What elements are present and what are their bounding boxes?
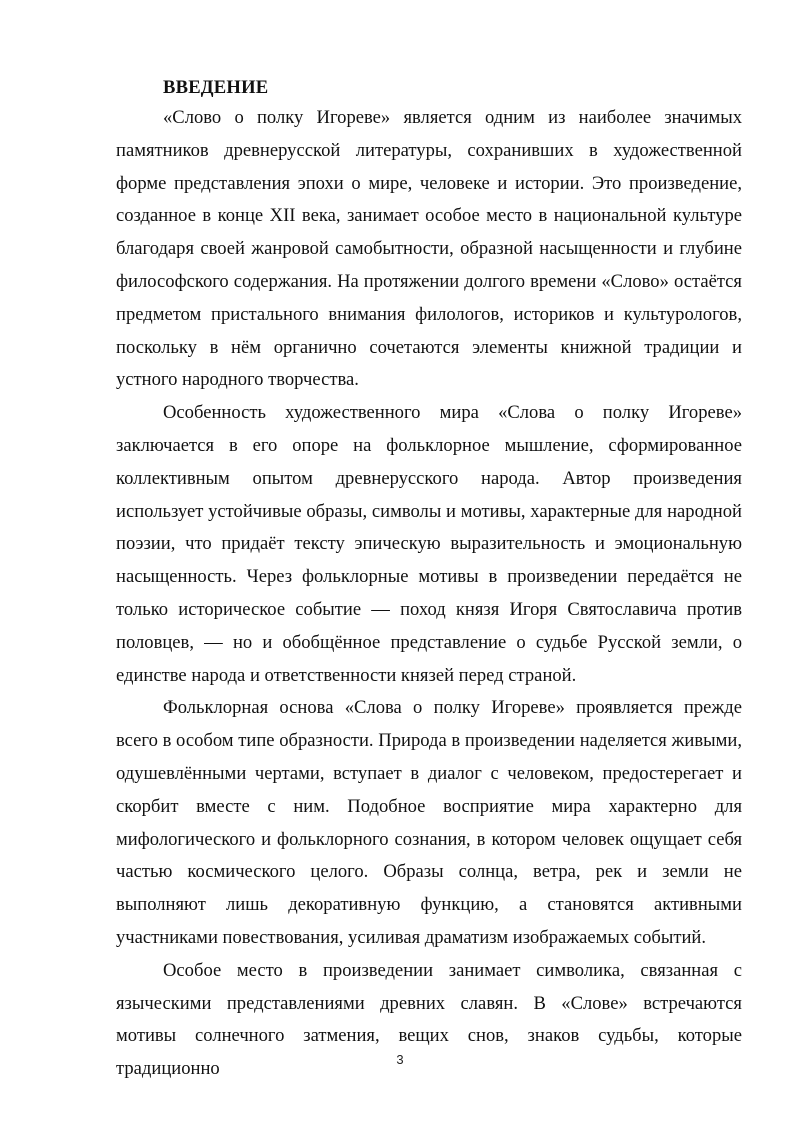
paragraph-3: Фольклорная основа «Слова о полку Игореве» проявляется прежде всего в особом типе образности. Природа в произведении наделяется живыми, одушевлёнными чертами, вступает в диалог с человеком, предостерегает и скорбит вместе с ним. Подобное восприятие мира характерно для мифологического и фольклорного сознания, в котором человек ощущает себя частью космического целого. Образы солнца, ветра, рек и земли не выполняют лишь декоративную функцию, а становятся активными участниками повествования, усиливая драматизм изображаемых событий. [116,697,742,948]
paragraph-2: Особенность художественного мира «Слова о полку Игореве» заключается в его опоре на фольклорное мышление, сформированное коллективным опытом древнерусского народа. Автор произведения использует устойчивые образы, символы и мотивы, характерные для народной поэзии, что придаёт тексту эпическую выразительность и эмоциональную насыщенность. Через фольклорные мотивы в произведении передаётся не только историческое событие — поход князя Игоря Святославича против половцев, — но и обобщённое представление о судьбе Русской земли, о единстве народа и ответственности князей перед страной. [116,402,742,686]
document-body [116,74,742,1086]
section-heading: ВВЕДЕНИЕ [163,77,269,98]
page-number: 3 [396,1052,404,1067]
paragraph-4: Особое место в произведении занимает символика, связанная с языческими представлениями древних славян. В «Слове» встречаются мотивы солнечного затмения, вещих снов, знаков судьбы, которые традиционно [116,959,742,1080]
paragraph-1: «Слово о полку Игореве» является одним из наиболее значимых памятников древнерусской литературы, сохранивших в художественной форме представления эпохи о мире, человеке и истории. Это произведение, созданное в конце XII века, занимает особое место в национальной культуре благодаря своей жанровой самобытности, образной насыщенности и глубине философского содержания. На протяжении долгого времени «Слово» остаётся предметом пристального внимания филологов, историков и культурологов, поскольку в нём органично сочетаются элементы книжной традиции и устного народного творчества. [116,107,742,391]
